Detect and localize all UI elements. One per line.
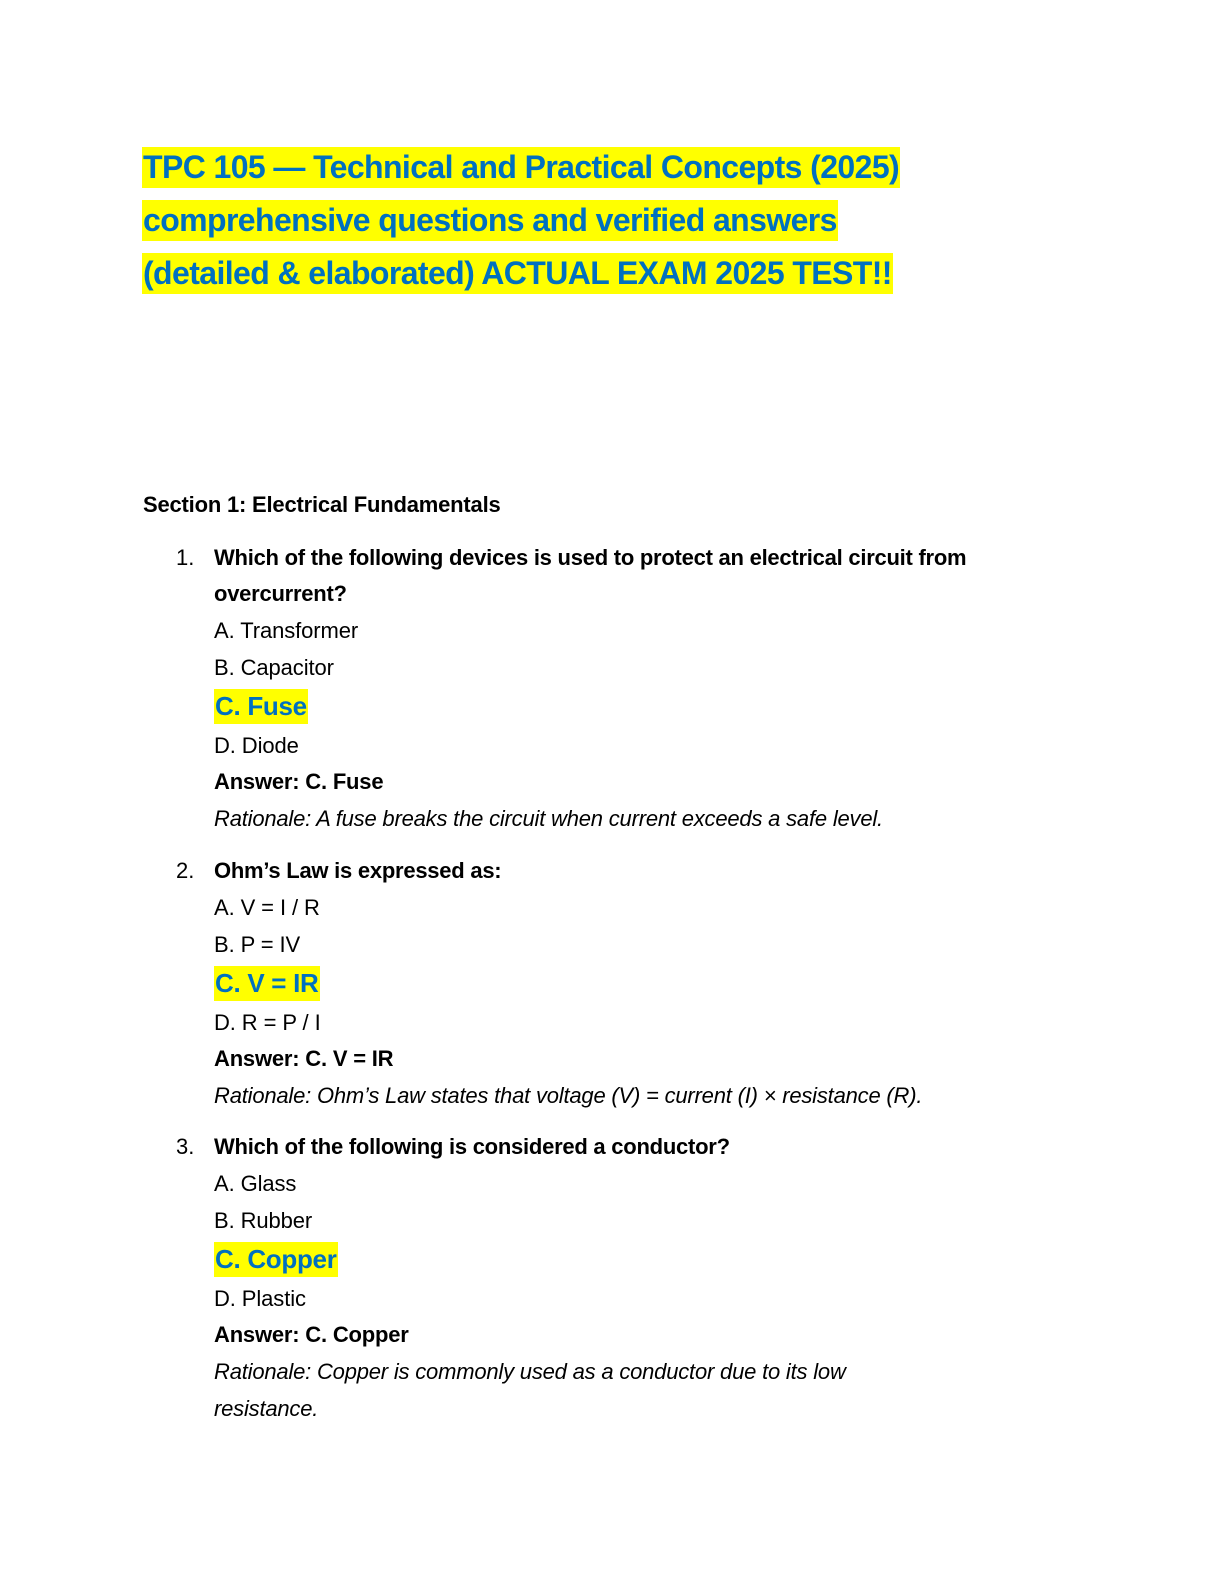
title-line: TPC 105 — Technical and Practical Concepts (2025) <box>142 141 1102 194</box>
option-c-correct: C. V = IR <box>214 963 1074 1004</box>
rationale-text: Rationale: Ohm’s Law states that voltage (V) = current (I) × resistance (R). <box>214 1083 923 1108</box>
answer-line: Answer: C. Fuse <box>214 769 384 794</box>
option-b: B. P = IV <box>214 932 301 957</box>
question-text: Ohm’s Law is expressed as: <box>214 858 502 883</box>
option-c-correct: C. Fuse <box>214 686 1074 727</box>
option-d: D. Plastic <box>214 1286 306 1311</box>
rationale-text: Rationale: Copper is commonly used as a conductor due to its low <box>214 1359 846 1384</box>
title-line: (detailed & elaborated) ACTUAL EXAM 2025 TEST!! <box>142 247 1102 300</box>
question-body <box>214 540 1074 837</box>
question-text: overcurrent? <box>214 581 347 606</box>
question-body <box>214 1129 1074 1427</box>
option-b: B. Capacitor <box>214 655 334 680</box>
rationale-text: Rationale: A fuse breaks the circuit when current exceeds a safe level. <box>214 806 883 831</box>
question-number: 1. <box>176 545 195 570</box>
title-line: comprehensive questions and verified answers <box>142 194 1102 247</box>
option-d: D. R = P / I <box>214 1010 321 1035</box>
option-a: A. Glass <box>214 1171 297 1196</box>
question-number: 3. <box>176 1134 195 1159</box>
answer-line: Answer: C. V = IR <box>214 1046 394 1071</box>
option-a: A. V = I / R <box>214 895 320 920</box>
question-text: Which of the following devices is used to protect an electrical circuit from <box>214 545 967 570</box>
rationale-text: resistance. <box>214 1396 319 1421</box>
section-heading: Section 1: Electrical Fundamentals <box>143 492 501 517</box>
question-text: Which of the following is considered a conductor? <box>214 1134 730 1159</box>
answer-line: Answer: C. Copper <box>214 1322 409 1347</box>
option-d: D. Diode <box>214 733 299 758</box>
document-title <box>142 141 1102 300</box>
option-b: B. Rubber <box>214 1208 313 1233</box>
question-body <box>214 853 1074 1114</box>
question-number: 2. <box>176 858 195 883</box>
option-a: A. Transformer <box>214 618 359 643</box>
option-c-correct: C. Copper <box>214 1239 1074 1280</box>
